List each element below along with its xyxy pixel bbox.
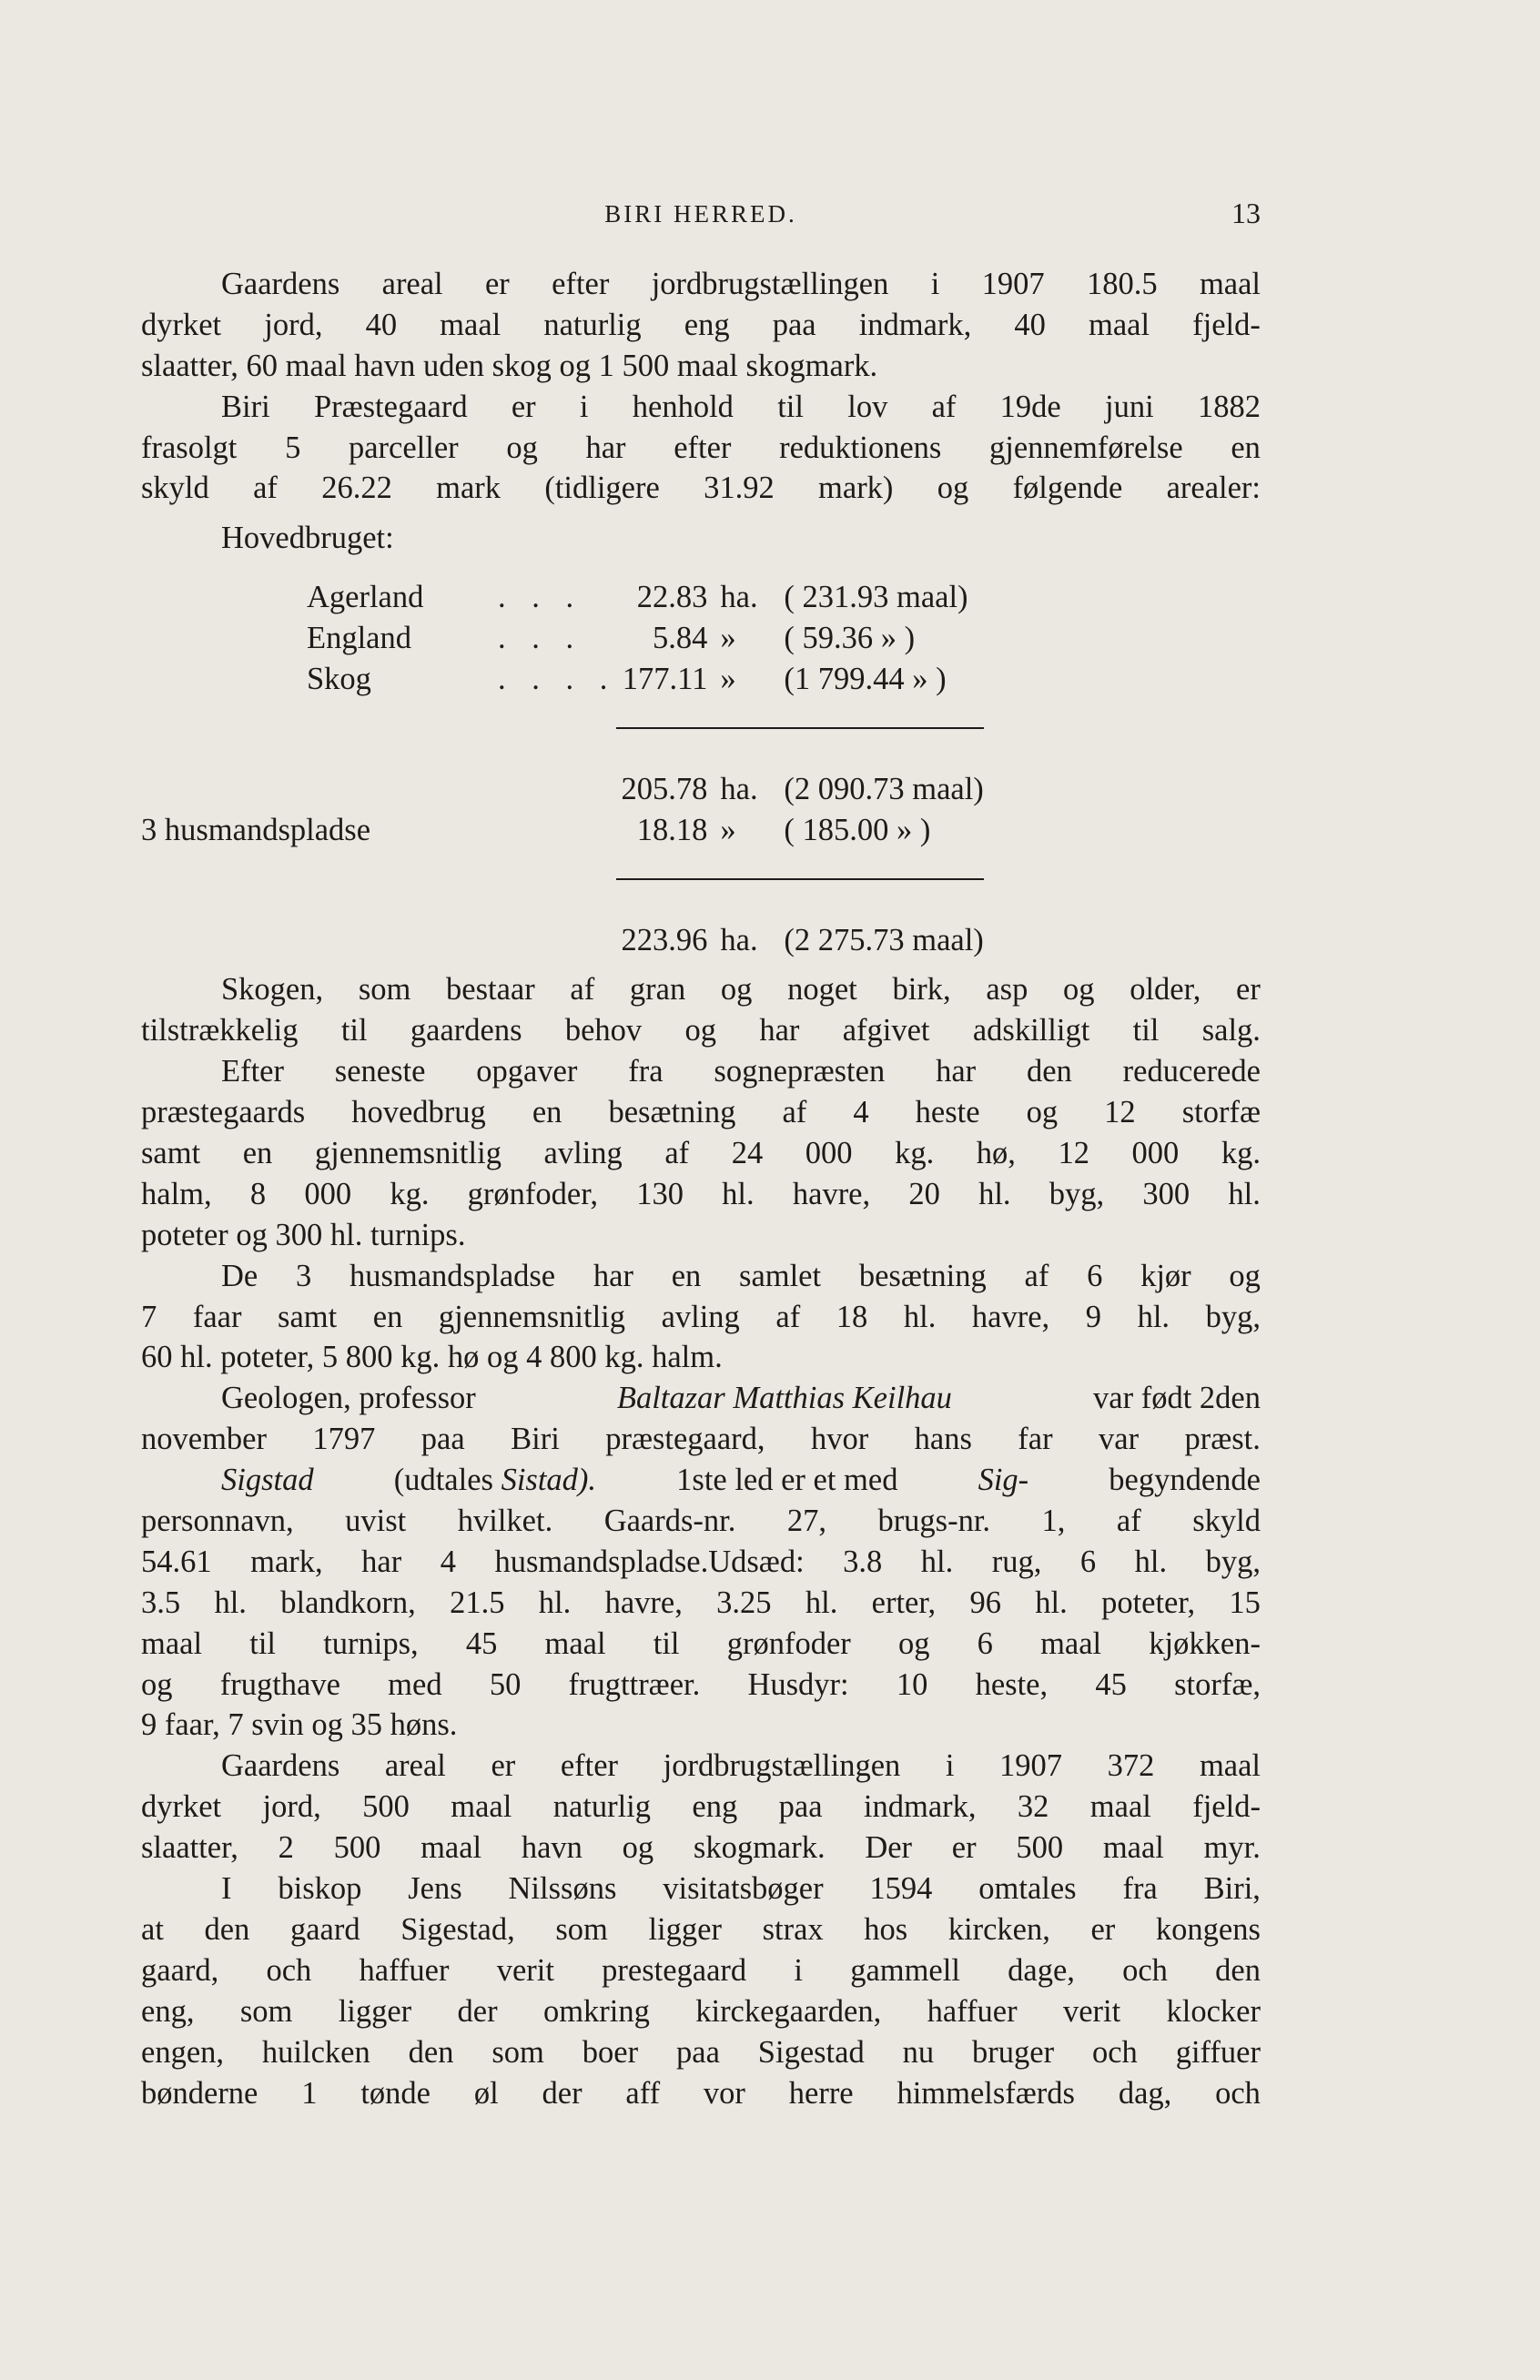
text-fragment: (udtales	[393, 1463, 493, 1498]
text-line: 54.61 mark, har 4 husmandspladse.Udsæd: 3.8 hl. rug, 6 hl. byg,	[141, 1544, 1261, 1579]
text-line	[141, 1378, 1261, 1419]
total-hectare-unit: ha.	[720, 922, 758, 957]
text-line: slaatter, 2 500 maal havn og skogmark. Der er 500 maal myr.	[141, 1830, 1261, 1866]
text-line: halm, 8 000 kg. grønfoder, 130 hl. havre, 20 hl. byg, 300 hl.	[141, 1176, 1261, 1211]
text-fragment: Geologen, professor	[221, 1381, 476, 1416]
table-spacer	[307, 700, 984, 728]
text-fragment: begyndende	[1109, 1463, 1261, 1498]
text-line	[141, 1460, 1261, 1501]
table-row	[307, 618, 984, 659]
text-fragment	[394, 1460, 596, 1501]
row-hectare-unit: »	[720, 662, 736, 697]
paragraph-geologen	[141, 1378, 1261, 1460]
text-line: 60 hl. poteter, 5 800 kg. hø og 4 800 kg. halm.	[141, 1340, 723, 1375]
text-fragment: 1ste led er et med	[676, 1463, 898, 1498]
text-line: og frugthave med 50 frugttræer. Husdyr: 10 heste, 45 storfæ,	[141, 1666, 1261, 1702]
text-line: frasolgt 5 parceller og har efter reduktionens gjennemførelse en	[141, 430, 1261, 465]
prefix-term: Sig-	[978, 1463, 1029, 1498]
text-line: Gaardens areal er efter jordbrugstællingen i 1907 180.5 maal	[221, 267, 1261, 301]
text-line: 7 faar samt en gjennemsnitlig avling af 18 hl. havre, 9 hl. byg,	[141, 1299, 1261, 1334]
row-label: Agerland	[307, 580, 424, 615]
paragraph-praestegaard	[141, 387, 1261, 510]
text-line: dyrket jord, 500 maal naturlig eng paa indmark, 32 maal fjeld-	[141, 1789, 1261, 1825]
text-line: gaard, och haffuer verit prestegaard i gammell dage, och den	[141, 1952, 1261, 1988]
text-line: slaatter, 60 maal havn uden skog og 1 500 maal skogmark.	[141, 348, 878, 383]
text-line: Efter seneste opgaver fra sognepræsten har den reducerede	[221, 1054, 1261, 1089]
row-hectares: 5.84	[653, 621, 708, 656]
row-leader-dots: . . . .	[498, 662, 617, 697]
table-rule	[307, 879, 984, 920]
text-line: eng, som ligger der omkring kirckegaarden, haffuer verit klocker	[141, 1993, 1261, 2029]
table-total-row	[307, 920, 984, 961]
text-line: personnavn, uvist hvilket. Gaards-nr. 27, brugs-nr. 1, af skyld	[141, 1504, 1261, 1539]
page-number: 13	[1231, 197, 1261, 229]
text-line: 3.5 hl. blandkorn, 21.5 hl. havre, 3.25 hl. erter, 96 hl. poteter, 15	[141, 1585, 1261, 1620]
text-line: at den gaard Sigestad, som ligger strax hos kircken, er kongens	[141, 1911, 1261, 1947]
place-name: Sigstad	[221, 1463, 314, 1498]
subtotal-hectares: 205.78	[621, 771, 708, 806]
paragraph-areal-sigstad	[141, 1746, 1261, 1869]
paragraph-husmandspladse	[141, 1256, 1261, 1379]
table-row	[307, 659, 984, 700]
table-spacer	[307, 851, 984, 879]
text-line: De 3 husmandspladse har en samlet besætning af 6 kjør og	[221, 1258, 1261, 1293]
table-row-husmand	[307, 810, 984, 851]
running-title: BIRI HERRED.	[604, 200, 797, 228]
text-line: Biri Præstegaard er i henhold til lov af 19de juni 1882	[221, 389, 1261, 424]
husmand-hectares: 18.18	[636, 812, 708, 847]
text-line: samt en gjennemsnitlig avling af 24 000 kg. hø, 12 000 kg.	[141, 1136, 1261, 1171]
subtotal-hectare-unit: ha.	[720, 771, 758, 806]
table-rule	[307, 728, 984, 769]
page-header	[141, 195, 1261, 240]
text-line: poteter og 300 hl. turnips.	[141, 1217, 466, 1252]
text-line: præstegaards hovedbrug en besætning af 4 heste og 12 storfæ	[141, 1095, 1261, 1130]
table-row	[307, 577, 984, 618]
row-label: England	[307, 621, 411, 656]
total-maal: (2 275.73 maal)	[784, 922, 984, 957]
husmand-maal: ( 185.00 » )	[784, 812, 931, 847]
place-name-pronunciation: Sistad).	[501, 1463, 597, 1498]
table-heading: Hovedbruget:	[221, 521, 394, 556]
husmand-label: 3 husmandspladse	[141, 812, 371, 847]
paragraph-visitatsboger	[141, 1869, 1261, 2113]
text-fragment: var født 2den	[1093, 1381, 1261, 1416]
text-line: bønderne 1 tønde øl der aff vor herre himmelsfærds dag, och	[141, 2075, 1261, 2111]
text-line: Gaardens areal er efter jordbrugstællingen i 1907 372 maal	[221, 1748, 1261, 1784]
text-line: 9 faar, 7 svin og 35 høns.	[141, 1707, 458, 1743]
text-line: maal til turnips, 45 maal til grønfoder og 6 maal kjøkken-	[141, 1625, 1261, 1661]
text-line: november 1797 paa Biri præstegaard, hvor hans far var præst.	[141, 1422, 1261, 1457]
row-hectare-unit: ha.	[720, 580, 758, 615]
text-line: tilstrækkelig til gaardens behov og har afgivet adskilligt til salg.	[141, 1013, 1261, 1048]
text-line: skyld af 26.22 mark (tidligere 31.92 mark) og følgende arealer:	[141, 471, 1261, 506]
text-line: engen, huilcken den som boer paa Sigestad nu bruger och giffuer	[141, 2034, 1261, 2070]
row-hectares: 177.11	[622, 662, 708, 697]
paragraph-areal	[141, 264, 1261, 387]
subtotal-maal: (2 090.73 maal)	[784, 771, 984, 806]
row-hectare-unit: »	[720, 621, 736, 656]
area-table	[141, 577, 984, 960]
row-leader-dots: . . .	[498, 580, 583, 615]
paragraph-besaetning	[141, 1051, 1261, 1255]
page-body	[141, 264, 1261, 2113]
row-maal: ( 59.36 » )	[784, 621, 916, 656]
row-maal: (1 799.44 » )	[784, 662, 947, 697]
total-hectares: 223.96	[621, 922, 708, 957]
person-name: Baltazar Matthias Keilhau	[616, 1381, 952, 1416]
row-maal: ( 231.93 maal)	[784, 580, 968, 615]
paragraph-skogen	[141, 969, 1261, 1051]
text-line: I biskop Jens Nilssøns visitatsbøger 1594 omtales fra Biri,	[221, 1871, 1261, 1907]
table-subtotal-row	[307, 769, 984, 810]
text-line: Skogen, som bestaar af gran og noget birk, asp og older, er	[221, 972, 1261, 1008]
paragraph-sigstad	[141, 1460, 1261, 1746]
row-leader-dots: . . .	[498, 621, 583, 656]
husmand-hectare-unit: »	[720, 812, 736, 847]
row-label: Skog	[307, 662, 371, 697]
text-line: dyrket jord, 40 maal naturlig eng paa indmark, 40 maal fjeld-	[141, 307, 1261, 342]
row-hectares: 22.83	[636, 580, 708, 615]
